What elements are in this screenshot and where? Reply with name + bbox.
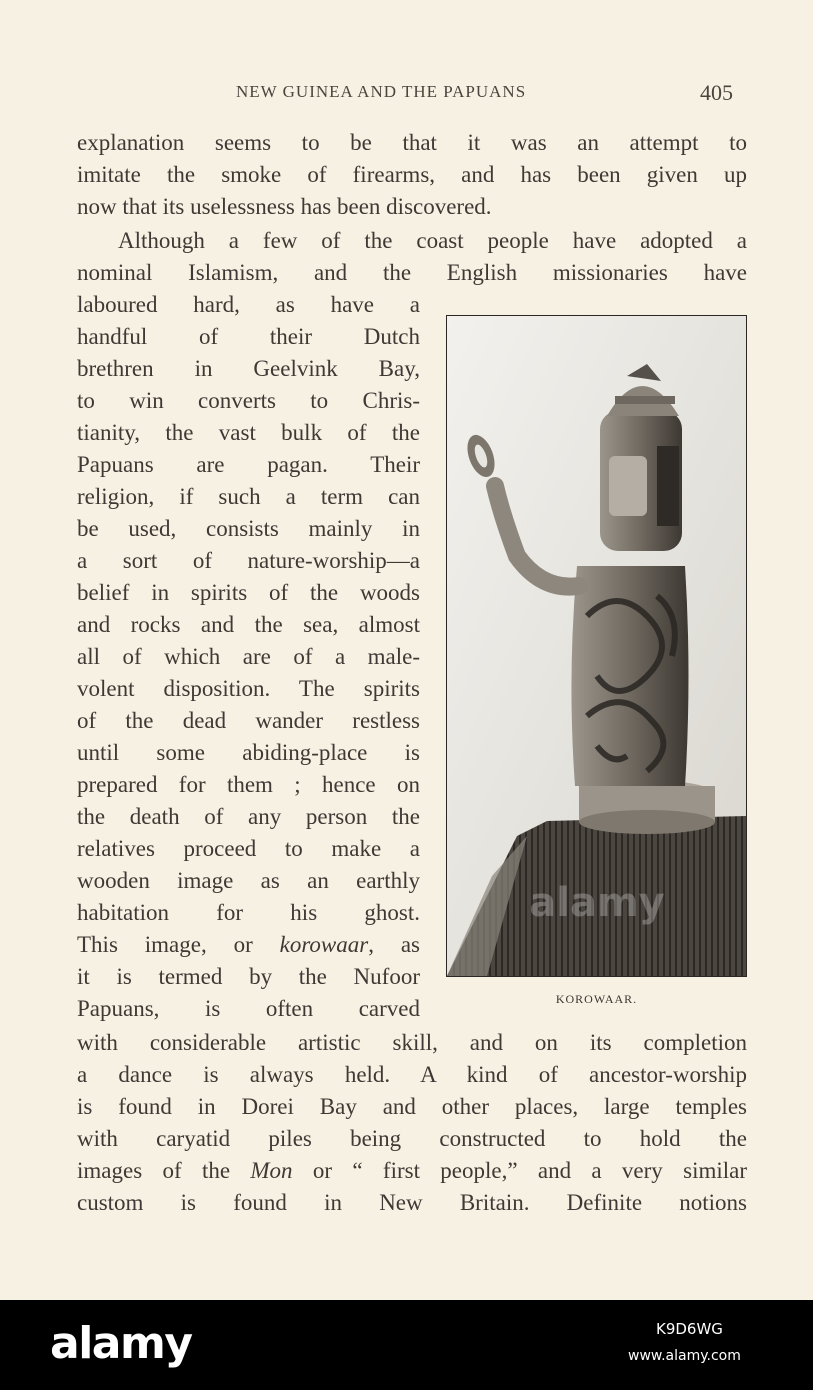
- body-line-34: custom is found in New Britain. Definite notions: [77, 1190, 747, 1215]
- korowaar-illustration: [447, 316, 746, 976]
- body-line-26-text: This image, or: [77, 932, 253, 957]
- body-line-30: a dance is always held. A kind of ancestor-worship: [77, 1062, 747, 1087]
- body-line-10: tianity, the vast bulk of the: [77, 420, 420, 445]
- body-line-7: handful of their Dutch: [77, 324, 420, 349]
- body-line-33: [77, 1156, 747, 1186]
- body-line-1: explanation seems to be that it was an attempt to: [77, 130, 747, 155]
- mon-suffix: or “ first people,” and a very similar: [312, 1158, 748, 1183]
- body-line-14: a sort of nature-worship—a: [77, 548, 420, 573]
- body-line-18: volent disposition. The spirits: [77, 676, 420, 701]
- body-line-31: is found in Dorei Bay and other places, large temples: [77, 1094, 747, 1119]
- body-line-29: with considerable artistic skill, and on its completion: [77, 1030, 747, 1055]
- running-head: NEW GUINEA AND THE PAPUANS: [236, 82, 527, 101]
- body-line-28: Papuans, is often carved: [77, 996, 420, 1021]
- body-line-27: it is termed by the Nufoor: [77, 964, 420, 989]
- figure-caption: KOROWAAR.: [555, 992, 638, 1006]
- body-line-16: and rocks and the sea, almost: [77, 612, 420, 637]
- body-line-32: with caryatid piles being constructed to hold the: [77, 1126, 747, 1151]
- body-line-11: Papuans are pagan. Their: [77, 452, 420, 477]
- body-line-21: prepared for them ; hence on: [77, 772, 420, 797]
- body-line-8: brethren in Geelvink Bay,: [77, 356, 420, 381]
- body-line-4: Although a few of the coast people have adopted a: [118, 228, 747, 253]
- body-line-26: [77, 930, 420, 960]
- body-line-9: to win converts to Chris-: [77, 388, 420, 413]
- body-line-6: laboured hard, as have a: [77, 292, 420, 317]
- page-number: 405: [700, 80, 733, 105]
- body-line-33-text: images of the: [77, 1158, 231, 1183]
- body-line-22: the death of any person the: [77, 804, 420, 829]
- svg-text:alamy: alamy: [529, 880, 665, 926]
- body-line-17: all of which are of a male-: [77, 644, 420, 669]
- body-line-20: until some abiding-place is: [77, 740, 420, 765]
- korowaar-figure: [446, 315, 747, 977]
- body-line-15: belief in spirits of the woods: [77, 580, 420, 605]
- korowaar-suffix: , as: [368, 932, 420, 957]
- image-id: K9D6WG: [656, 1320, 723, 1338]
- alamy-logo: alamy: [50, 1318, 192, 1369]
- mon-term: Mon: [250, 1158, 293, 1183]
- footer-url: www.alamy.com: [628, 1348, 741, 1364]
- watermark-footer: [0, 1300, 813, 1390]
- korowaar-term: korowaar: [279, 932, 369, 957]
- body-line-12: religion, if such a term can: [77, 484, 420, 509]
- body-line-5: nominal Islamism, and the English missionaries have: [77, 260, 747, 285]
- body-line-3: now that its uselessness has been discovered.: [77, 194, 492, 219]
- body-line-2: imitate the smoke of firearms, and has been given up: [77, 162, 747, 187]
- body-line-19: of the dead wander restless: [77, 708, 420, 733]
- body-line-25: habitation for his ghost.: [77, 900, 420, 925]
- body-line-23: relatives proceed to make a: [77, 836, 420, 861]
- body-line-24: wooden image as an earthly: [77, 868, 420, 893]
- body-line-13: be used, consists mainly in: [77, 516, 420, 541]
